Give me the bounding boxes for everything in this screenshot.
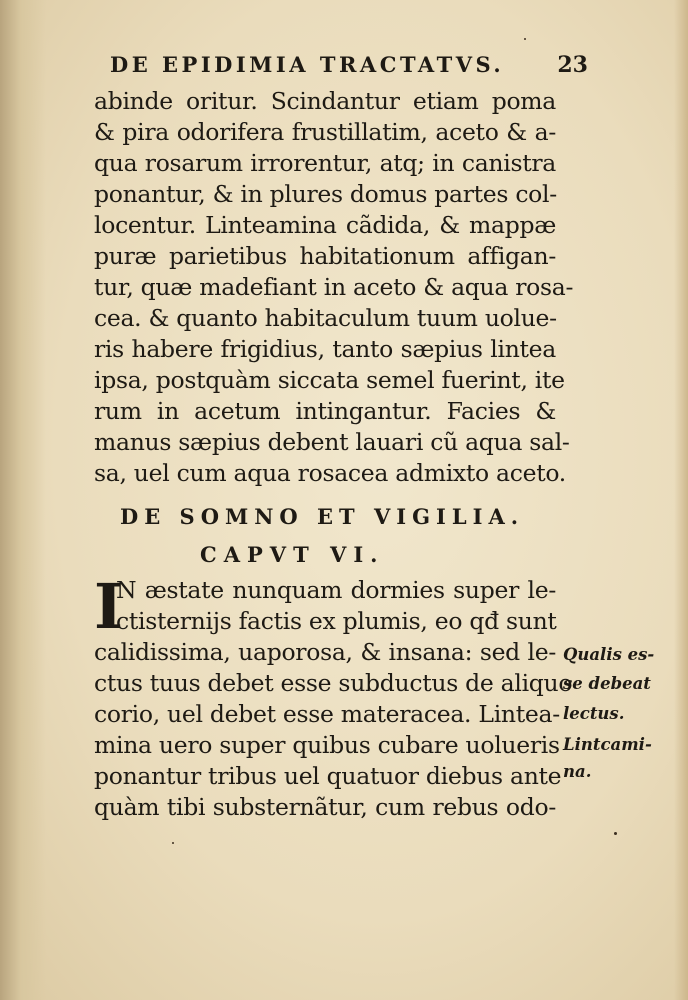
binding-shadow — [0, 0, 46, 1000]
ink-speck — [614, 832, 617, 835]
page-number: 23 — [557, 52, 588, 78]
marginal-note: Qualis es- — [563, 645, 655, 664]
text-line: tur, quæ madefiant in aceto & aqua rosa- — [94, 273, 574, 301]
text-line: locentur. Linteamina cãdida, & mappæ — [94, 211, 556, 239]
text-line: ctisternijs factis ex plumis, eo qđ sunt — [116, 607, 557, 635]
paragraph-1 — [94, 86, 574, 489]
text-line: quàm tibi substernãtur, cum rebus odo- — [94, 793, 556, 821]
ink-speck — [524, 38, 526, 40]
text-line: ipsa, postquàm siccata semel fuerint, ite — [94, 366, 565, 394]
text-line: ris habere frigidius, tanto sæpius lintea — [94, 335, 556, 363]
page-edge — [674, 0, 688, 1000]
marginal-note: lectus. — [563, 704, 625, 723]
text-line: puræ parietibus habitationum affigan- — [94, 242, 556, 270]
text-line: sa, uel cum aqua rosacea admixto aceto. — [94, 459, 566, 487]
text-line: rum in acetum intingantur. Facies & — [94, 397, 556, 425]
section-heading: DE SOMNO ET VIGILIA. — [120, 504, 525, 529]
text-line: manus sæpius debent lauari cũ aqua sal- — [94, 428, 570, 456]
running-title: DE EPIDIMIA TRACTATVS. — [110, 52, 505, 77]
text-line: & pira odorifera frustillatim, aceto & a- — [94, 118, 556, 146]
text-line: corio, uel debet esse materacea. Lintea- — [94, 700, 560, 728]
paragraph-2 — [94, 570, 573, 823]
running-head — [104, 52, 592, 86]
text-line: ponantur, & in plures domus partes col- — [94, 180, 557, 208]
text-line: mina uero super quibus cubare uolueris — [94, 731, 560, 759]
chapter-heading: CAPVT VI. — [200, 542, 385, 567]
marginal-note: na. — [563, 762, 592, 781]
text-line: N æstate nunquam dormies super le- — [116, 576, 556, 604]
drop-cap: I — [94, 570, 124, 643]
text-line: cea. & quanto habitaculum tuum uolue- — [94, 304, 557, 332]
marginal-note: Lintcami- — [563, 735, 652, 754]
text-line: ctus tuus debet esse subductus de aliquo — [94, 669, 573, 697]
ink-speck — [172, 842, 174, 844]
text-line: qua rosarum irrorentur, atq; in canistra — [94, 149, 556, 177]
text-line: abinde oritur. Scindantur etiam poma — [94, 87, 556, 115]
text-line: ponantur tribus uel quatuor diebus ante — [94, 762, 562, 790]
text-line: calidissima, uaporosa, & insana: sed le- — [94, 638, 556, 666]
marginal-note: se debeat — [563, 674, 651, 693]
